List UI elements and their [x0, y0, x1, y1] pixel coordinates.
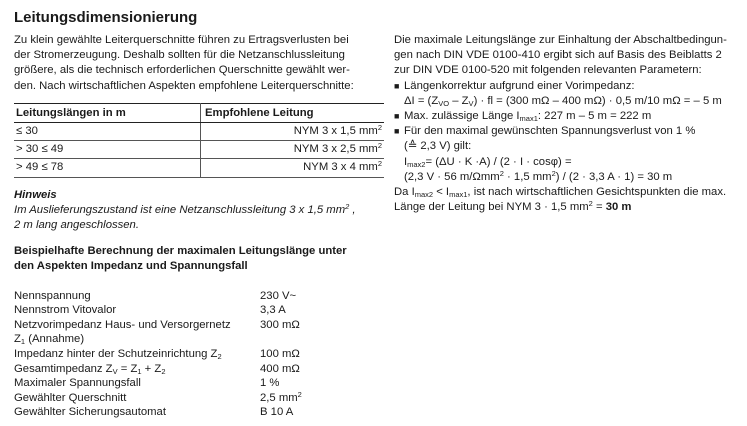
cell-length: > 30 ≤ 49: [14, 141, 201, 159]
bullet-icon: ■: [394, 80, 400, 91]
bullet-item: ■ Für den maximal gewünschten Spannungsverlust von 1 %: [394, 124, 740, 139]
param-row: Gesamtimpedanz $Z_V = Z_1 + Z_2$ 400 mΩ: [14, 362, 300, 376]
param-row: Nennstrom Vitovalor 3,3 A: [14, 304, 286, 317]
conclusion-line: Länge der Leitung bei NYM 3 · 1,5 $mm^2 = 30$ m: [394, 199, 632, 214]
param-row: Gewählter Querschnitt 2,5 $mm^2$: [14, 389, 302, 404]
conclusion-line: Da $I_{max2} < I_{max1}$, ist nach wirtschaftlichen Gesichtspunkten die max.: [394, 186, 727, 200]
param-row: Netzvorimpedanz Haus- und Versorgernetz 300 mΩ: [14, 318, 300, 331]
left-column: [14, 33, 386, 420]
cell-length: ≤ 30: [14, 123, 201, 141]
right-text: Die maximale Leitungslänge zur Einhaltung der Abschaltbedingun-: [394, 34, 727, 46]
right-column: [394, 33, 740, 215]
cell-length: > 49 ≤ 78: [14, 159, 201, 177]
table-row: [14, 159, 384, 177]
hint-text: Im Auslieferungszustand ist eine Netzanschlussleitung 3 x 1,5 $mm^2$ ,: [14, 201, 356, 216]
cell-cable: NYM 3 x 1,5 $mm^2$: [201, 123, 385, 141]
bullet-icon: ■: [394, 111, 400, 122]
param-list: [14, 289, 386, 420]
hint-text: 2 m lang angeschlossen.: [14, 219, 139, 232]
bullet-item: ■ Max. zulässige Länge $I_{max1}$: 227 m – 5 m = 222 m: [394, 110, 652, 124]
table-header-row: [14, 103, 384, 122]
formula-line: $I_{max2}= (\Delta U \cdot K \cdot A) / (2 \cdot I \cdot \cos\varphi)$ =: [404, 155, 572, 169]
intro-line: Zu klein gewählte Leiterquerschnitte führen zu Ertragsverlusten bei: [14, 34, 349, 46]
param-row: Impedanz hinter der Schutzeinrichtung $Z_2$ 100 mΩ: [14, 348, 300, 362]
table-row: [14, 141, 384, 159]
param-row: Maximaler Spannungsfall 1 %: [14, 377, 280, 390]
param-row: Nennspannung 230 V~: [14, 289, 297, 302]
formula-line: (≙ 2,3 V) gilt:: [404, 140, 472, 153]
header-cable: Empfohlene Leitung: [201, 103, 385, 122]
calc-heading: den Aspekten Impedanz und Spannungsfall: [14, 260, 248, 273]
result-value: 30 m: [605, 201, 632, 214]
param-row: Gewählter Sicherungsautomat B 10 A: [14, 406, 294, 419]
calc-heading: Beispielhafte Berechnung der maximalen Leitungslänge unter: [14, 245, 347, 258]
cell-cable: NYM 3 x 4 $mm^2$: [201, 159, 385, 177]
table-row: [14, 123, 384, 141]
right-text: gen nach DIN VDE 0100-410 ergibt sich auf Basis des Beiblatts 2: [394, 49, 722, 62]
cell-cable: NYM 3 x 2,5 $mm^2$: [201, 141, 385, 159]
cable-table: [14, 103, 384, 178]
header-length: Leitungslängen in m: [14, 103, 201, 122]
intro-line: größere, als die technisch erforderlichen Querschnitte gewählt wer-: [14, 64, 350, 77]
hint-heading: Hinweis: [14, 188, 57, 201]
intro-line: der Stromerzeugung. Deshalb sollten für die Netzanschlussleitung: [14, 49, 345, 62]
right-text: zur DIN VDE 0100-520 mit folgenden relevanten Parametern:: [394, 64, 702, 77]
param-row: $Z_1$ (Annahme): [14, 333, 85, 347]
formula-line: (2,3 V · 56 m/Ωmm$^2$ · 1,5 $mm^2) / (2 \cdot 3,3$ A · 1) = 30 m: [404, 168, 673, 183]
intro-line: den. Nach wirtschaftlichen Aspekten empfohlene Leiterquerschnitte:: [14, 79, 354, 92]
formula-line: $\Delta I = (Z_{VO} - Z_V)$ · fl = (300 mΩ – 400 mΩ) · 0,5 m/10 mΩ = – 5 m: [404, 94, 722, 108]
page-title: Leitungsdimensionierung: [14, 9, 198, 26]
bullet-item: ■ Längenkorrektur aufgrund einer Vorimpedanz:: [394, 79, 740, 94]
bullet-icon: ■: [394, 126, 400, 137]
